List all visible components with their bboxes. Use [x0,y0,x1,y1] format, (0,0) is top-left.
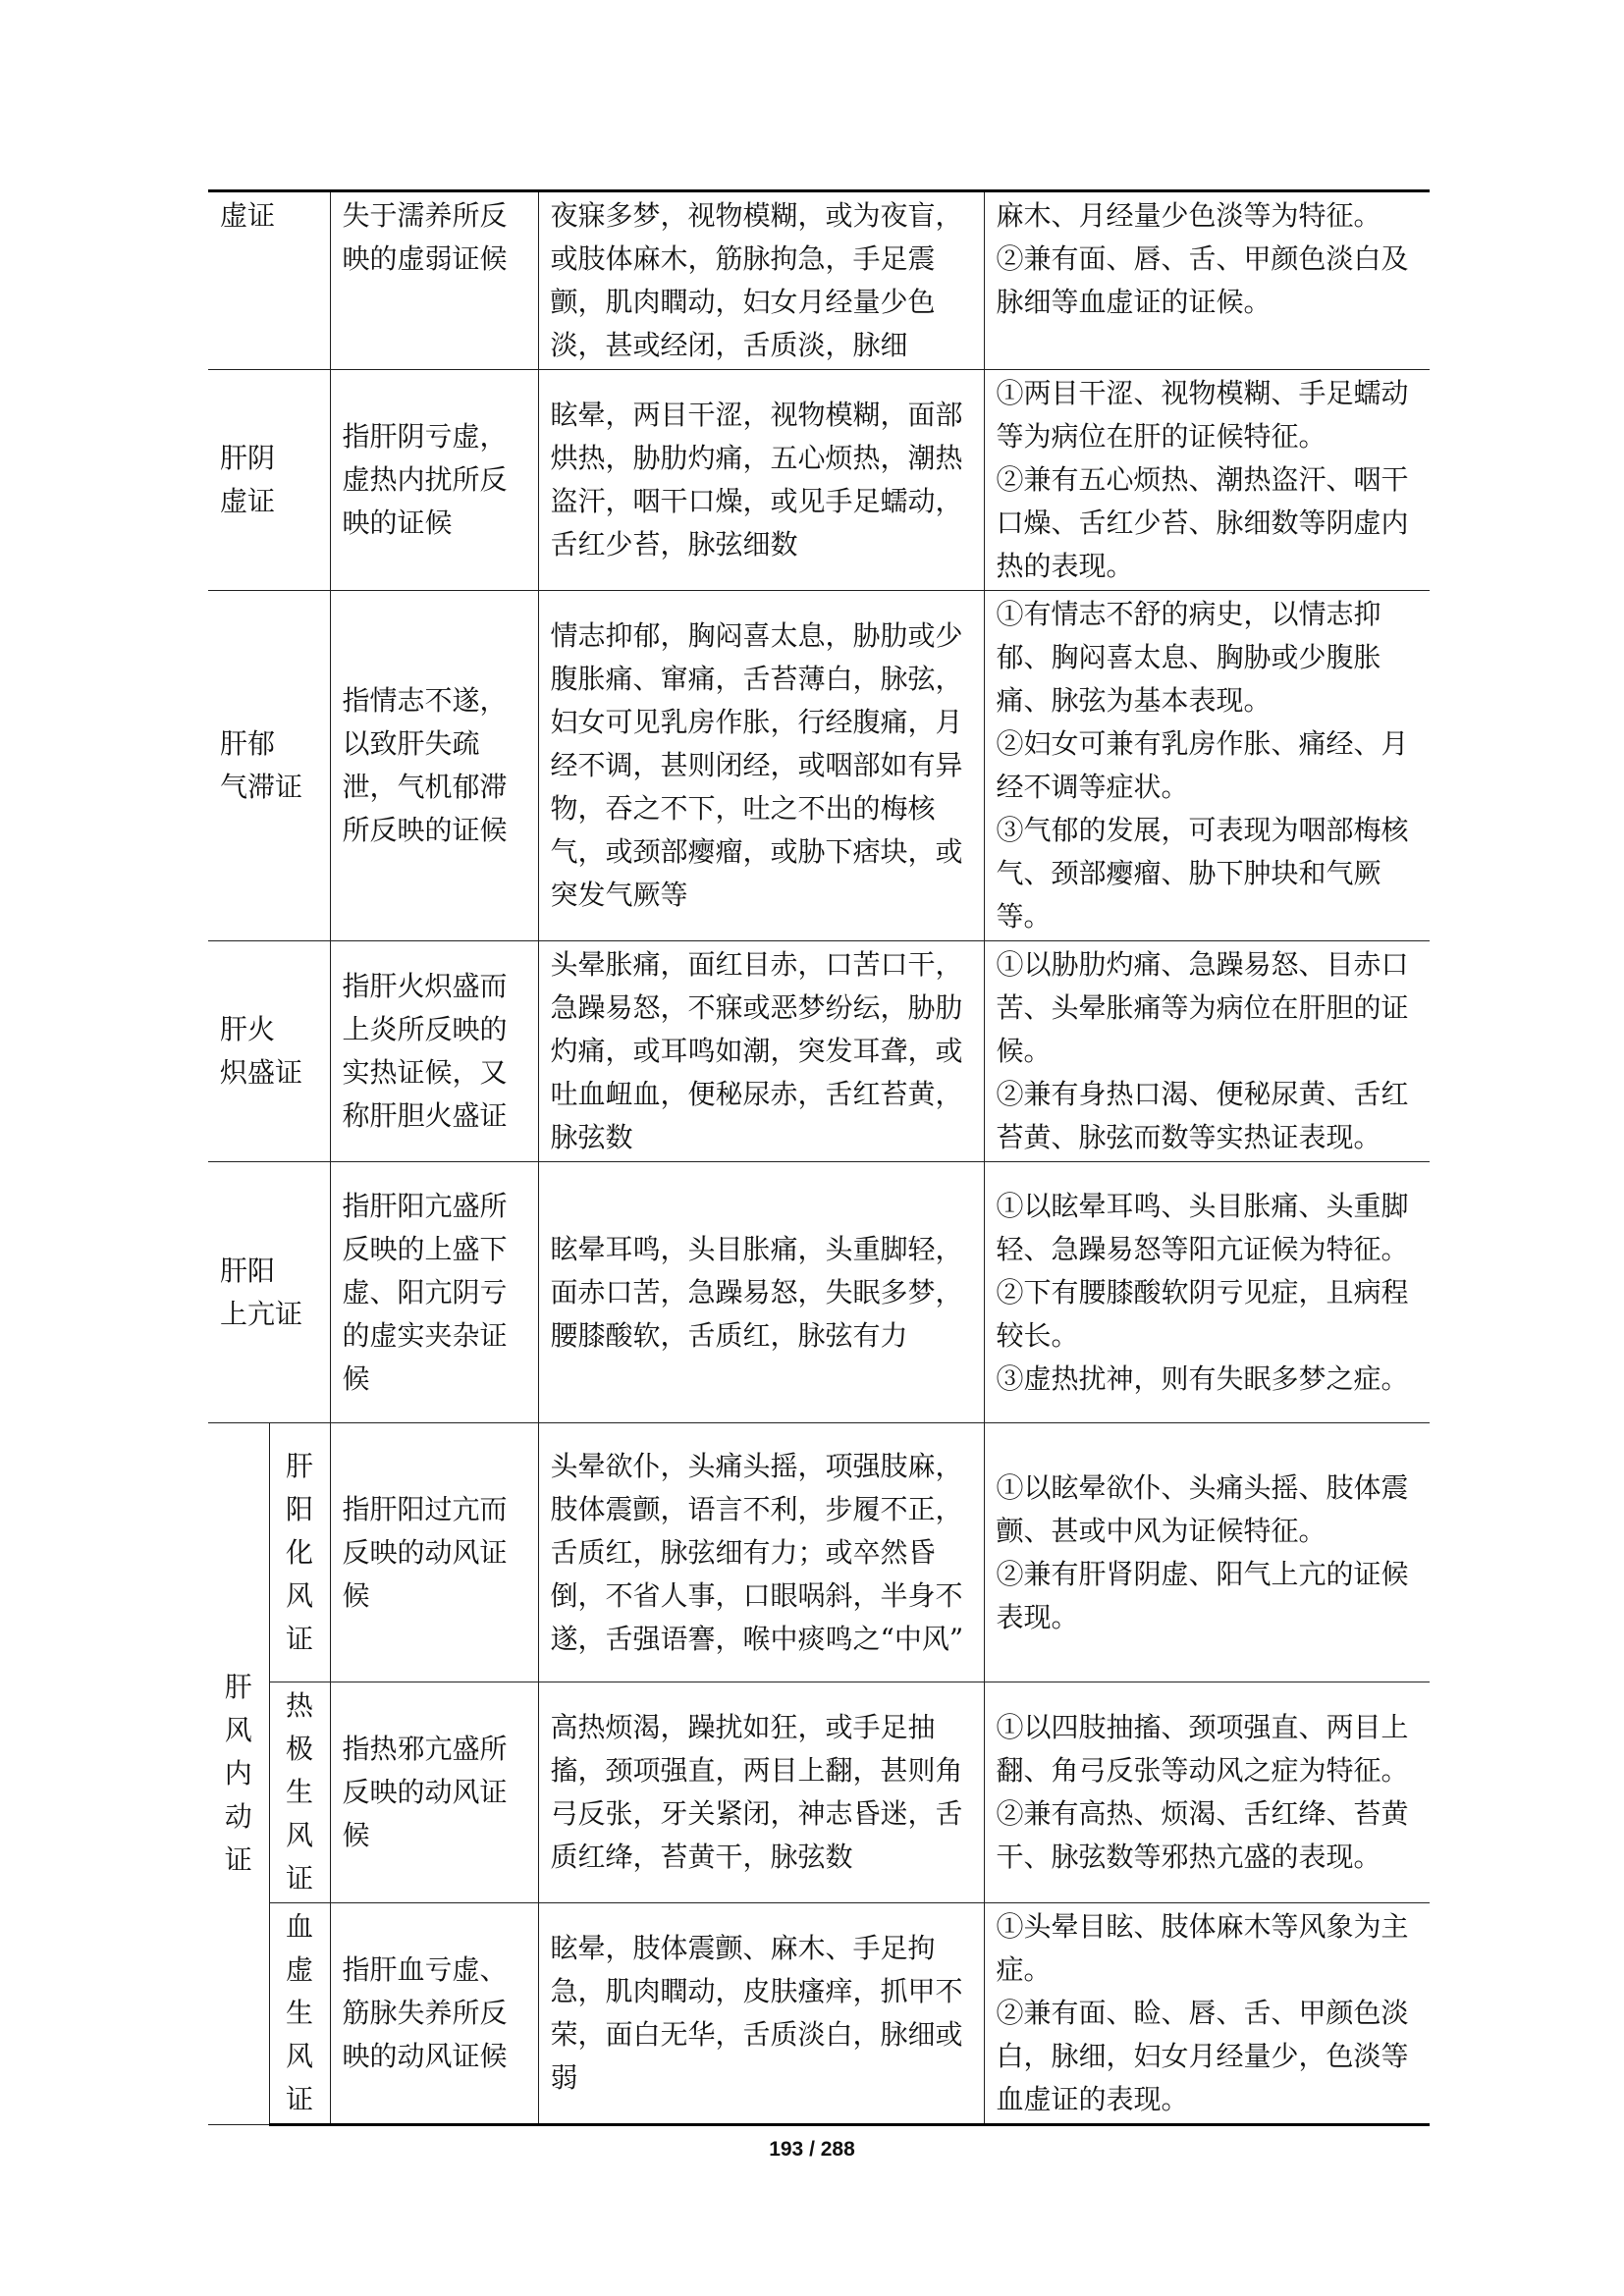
syndrome-definition: 指热邪亢盛所反映的动风证候 [330,1682,538,1903]
subsyndrome-name: 血 虚 生 风 证 [269,1903,330,2125]
table-row [208,1682,1430,1903]
syndrome-name: 虚证 [208,191,330,370]
syndrome-name: 肝阳 上亢证 [208,1162,330,1423]
syndrome-symptoms: 夜寐多梦，视物模糊，或为夜盲，或肢体麻木，筋脉拘急，手足震颤，肌肉瞤动，妇女月经量少色淡，甚或经闭，舌质淡，脉细 [538,191,984,370]
subsyndrome-name: 肝 阳 化 风 证 [269,1423,330,1682]
syndrome-key-points: ①以四肢抽搐、颈项强直、两目上翻、角弓反张等动风之症为特征。 ②兼有高热、烦渴、舌红绛、苔黄干、脉弦数等邪热亢盛的表现。 [984,1682,1430,1903]
syndrome-symptoms: 情志抑郁，胸闷喜太息，胁肋或少腹胀痛、窜痛，舌苔薄白，脉弦，妇女可见乳房作胀，行经腹痛，月经不调，甚则闭经，或咽部如有异物，吞之不下，吐之不出的梅核气，或颈部瘿瘤，或胁下痞块，或突发气厥等 [538,591,984,941]
syndrome-definition: 指情志不遂，以致肝失疏泄，气机郁滞所反映的证候 [330,591,538,941]
table-row [208,191,1430,370]
syndrome-name: 肝火 炽盛证 [208,941,330,1162]
table-row [208,1423,1430,1682]
syndrome-definition: 失于濡养所反映的虚弱证候 [330,191,538,370]
syndrome-definition: 指肝阴亏虚，虚热内扰所反映的证候 [330,370,538,591]
syndrome-definition: 指肝阳过亢而反映的动风证候 [330,1423,538,1682]
syndrome-table [208,189,1430,2126]
syndrome-symptoms: 头晕欲仆，头痛头摇，项强肢麻，肢体震颤，语言不利，步履不正，舌质红，脉弦细有力；或卒然昏倒，不省人事，口眼㖞斜，半身不遂，舌强语謇，喉中痰鸣之“中风” [538,1423,984,1682]
syndrome-key-points: ①以胁肋灼痛、急躁易怒、目赤口苦、头晕胀痛等为病位在肝胆的证候。 ②兼有身热口渴、便秘尿黄、舌红苔黄、脉弦而数等实热证表现。 [984,941,1430,1162]
table-row [208,591,1430,941]
table-row [208,1903,1430,2125]
syndrome-key-points: 麻木、月经量少色淡等为特征。 ②兼有面、唇、舌、甲颜色淡白及脉细等血虚证的证候。 [984,191,1430,370]
group-name: 肝 风 内 动 证 [208,1423,269,2125]
table-row [208,370,1430,591]
syndrome-definition: 指肝血亏虚、筋脉失养所反映的动风证候 [330,1903,538,2125]
syndrome-key-points: ①以眩晕耳鸣、头目胀痛、头重脚轻、急躁易怒等阳亢证候为特征。 ②下有腰膝酸软阴亏见症，且病程较长。 ③虚热扰神，则有失眠多梦之症。 [984,1162,1430,1423]
syndrome-symptoms: 高热烦渴，躁扰如狂，或手足抽搐，颈项强直，两目上翻，甚则角弓反张，牙关紧闭，神志昏迷，舌质红绛，苔黄干，脉弦数 [538,1682,984,1903]
syndrome-symptoms: 头晕胀痛，面红目赤，口苦口干，急躁易怒，不寐或恶梦纷纭，胁肋灼痛，或耳鸣如潮，突发耳聋，或吐血衄血，便秘尿赤，舌红苔黄，脉弦数 [538,941,984,1162]
syndrome-name: 肝郁 气滞证 [208,591,330,941]
syndrome-key-points: ①两目干涩、视物模糊、手足蠕动等为病位在肝的证候特征。 ②兼有五心烦热、潮热盗汗、咽干口燥、舌红少苔、脉细数等阴虚内热的表现。 [984,370,1430,591]
syndrome-key-points: ①头晕目眩、肢体麻木等风象为主症。 ②兼有面、睑、唇、舌、甲颜色淡白，脉细，妇女月经量少，色淡等血虚证的表现。 [984,1903,1430,2125]
page-number: 193 / 288 [769,2138,855,2161]
table-row [208,941,1430,1162]
syndrome-symptoms: 眩晕耳鸣，头目胀痛，头重脚轻，面赤口苦，急躁易怒，失眠多梦，腰膝酸软，舌质红，脉弦有力 [538,1162,984,1423]
syndrome-definition: 指肝阳亢盛所反映的上盛下虚、阳亢阴亏的虚实夹杂证候 [330,1162,538,1423]
syndrome-key-points: ①以眩晕欲仆、头痛头摇、肢体震颤、甚或中风为证候特征。 ②兼有肝肾阴虚、阳气上亢的证候表现。 [984,1423,1430,1682]
syndrome-symptoms: 眩晕，两目干涩，视物模糊，面部烘热，胁肋灼痛，五心烦热，潮热盗汗，咽干口燥，或见手足蠕动，舌红少苔，脉弦细数 [538,370,984,591]
table-row [208,1162,1430,1423]
syndrome-name: 肝阴 虚证 [208,370,330,591]
syndrome-symptoms: 眩晕，肢体震颤、麻木、手足拘急，肌肉瞤动，皮肤瘙痒，抓甲不荣，面白无华，舌质淡白，脉细或弱 [538,1903,984,2125]
subsyndrome-name: 热 极 生 风 证 [269,1682,330,1903]
syndrome-definition: 指肝火炽盛而上炎所反映的实热证候，又称肝胆火盛证 [330,941,538,1162]
syndrome-key-points: ①有情志不舒的病史，以情志抑郁、胸闷喜太息、胸胁或少腹胀痛、脉弦为基本表现。 ②妇女可兼有乳房作胀、痛经、月经不调等症状。 ③气郁的发展，可表现为咽部梅核气、颈部瘿瘤、胁下肿块和气厥等。 [984,591,1430,941]
